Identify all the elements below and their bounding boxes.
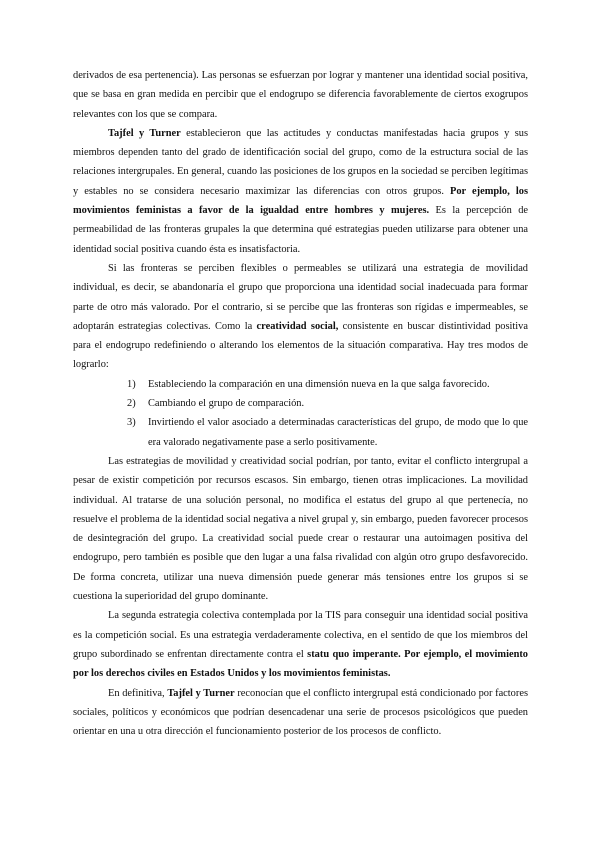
list-item <box>127 394 528 413</box>
social-creativity-term: creatividad social, <box>256 320 339 332</box>
civil-rights-example: statu quo imperante. Por ejemplo, el movimiento por los derechos civiles en Estados Unidos y los movimientos feministas. <box>73 648 528 680</box>
paragraph-5 <box>73 606 528 683</box>
paragraph-6-text-2: reconocían que el conflicto intergrupal está condicionado por factores sociales, políticos y económicos que podrían desencadenar una serie de procesos psicológicos que pueden orientar en una u otra dirección el funcionamiento posterior de los procesos de conflicto. <box>73 687 528 738</box>
list-item-number: 3) <box>127 417 136 429</box>
list-item-text: Invirtiendo el valor asociado a determinadas características del grupo, de modo que lo que era valorado negativamente pase a serlo positivamente. <box>148 417 528 448</box>
paragraph-5-text: La segunda estrategia colectiva contemplada por la TIS para conseguir una identidad social positiva es la competición social. Es una estrategia verdaderamente colectiva, en el sentido de que los miembros del grupo subordinado se enfrentan directamente contra el <box>73 610 528 660</box>
paragraph-3 <box>73 259 528 375</box>
modes-list <box>73 375 528 452</box>
paragraph-2-text: establecieron que las actitudes y conductas manifestadas hacia grupos y sus miembros dependen tanto del grado de identificación social del grupo, como de la estructura social de las relaciones intergrupales. En general, cuando las posiciones de los grupos en la sociedad se perciben legítimas y estables no se considera necesario maximizar las diferencias con otros grupos. <box>73 127 528 197</box>
paragraph-2-text-2: Es la percepción de permeabilidad de las fronteras grupales la que determina qué estrategias pueden utilizarse para obtener una identidad social positiva cuando ésta es insatisfactoria. <box>73 205 528 255</box>
paragraph-3-text: Si las fronteras se perciben flexibles o permeables se utilizará una estrategia de movilidad individual, es decir, se abandonaría el grupo que proporciona una identidad social inadecuada para formar parte de otro más valorado. Por el contrario, si se percibe que las fronteras son rígidas e impermeables, se adoptarán estrategias colectivas. Como la <box>73 262 528 332</box>
author-names-2: Tajfel y Turner <box>167 687 235 699</box>
example-feminist-movements: Por ejemplo, los movimientos feministas a favor de la igualdad entre hombres y mujeres. <box>73 185 528 217</box>
paragraph-1: derivados de esa pertenencia). Las personas se esfuerzan por lograr y mantener una identidad social positiva, que se basa en gran medida en percibir que el endogrupo se diferencia favorablemente de ciertos exogrupos relevantes con los que se compara. <box>73 70 528 120</box>
document-page <box>73 66 528 741</box>
paragraph-6-text: En definitiva, <box>108 687 168 699</box>
author-names: Tajfel y Turner <box>108 127 181 139</box>
list-item-number: 2) <box>127 398 136 410</box>
list-item-number: 1) <box>127 378 136 390</box>
paragraph-4: Las estrategias de movilidad y creatividad social podrían, por tanto, evitar el conflicto intergrupal a pesar de existir competición por recursos escasos. Sin embargo, tienen otras implicaciones. La movilidad individual. Al tratarse de una solución personal, no modifica el estatus del grupo al que pertenecía, no resuelve el problema de la identidad social negativa a nivel grupal y, sin embargo, pueden favorecer procesos de desintegración del grupo. La creatividad social puede crear o restaurar una autoimagen positiva del endogrupo, pero también es posible que den lugar a una falsa rivalidad con algún otro grupo desfavorecido. De forma concreta, utilizar una nueva dimensión puede generar más tensiones entre los grupos si se cuestiona la superioridad del grupo dominante. <box>73 455 528 603</box>
paragraph-2 <box>73 124 528 259</box>
list-item-text: Estableciendo la comparación en una dimensión nueva en la que salga favorecido. <box>148 378 490 390</box>
paragraph-3-text-2: consistente en buscar distintividad positiva para el endogrupo redefiniendo o alterando los elementos de la situación comparativa. Hay tres modos de lograrlo: <box>73 320 528 371</box>
list-item-text: Cambiando el grupo de comparación. <box>148 398 305 410</box>
list-item <box>127 375 528 394</box>
paragraph-6 <box>73 684 528 742</box>
list-item <box>127 413 528 452</box>
